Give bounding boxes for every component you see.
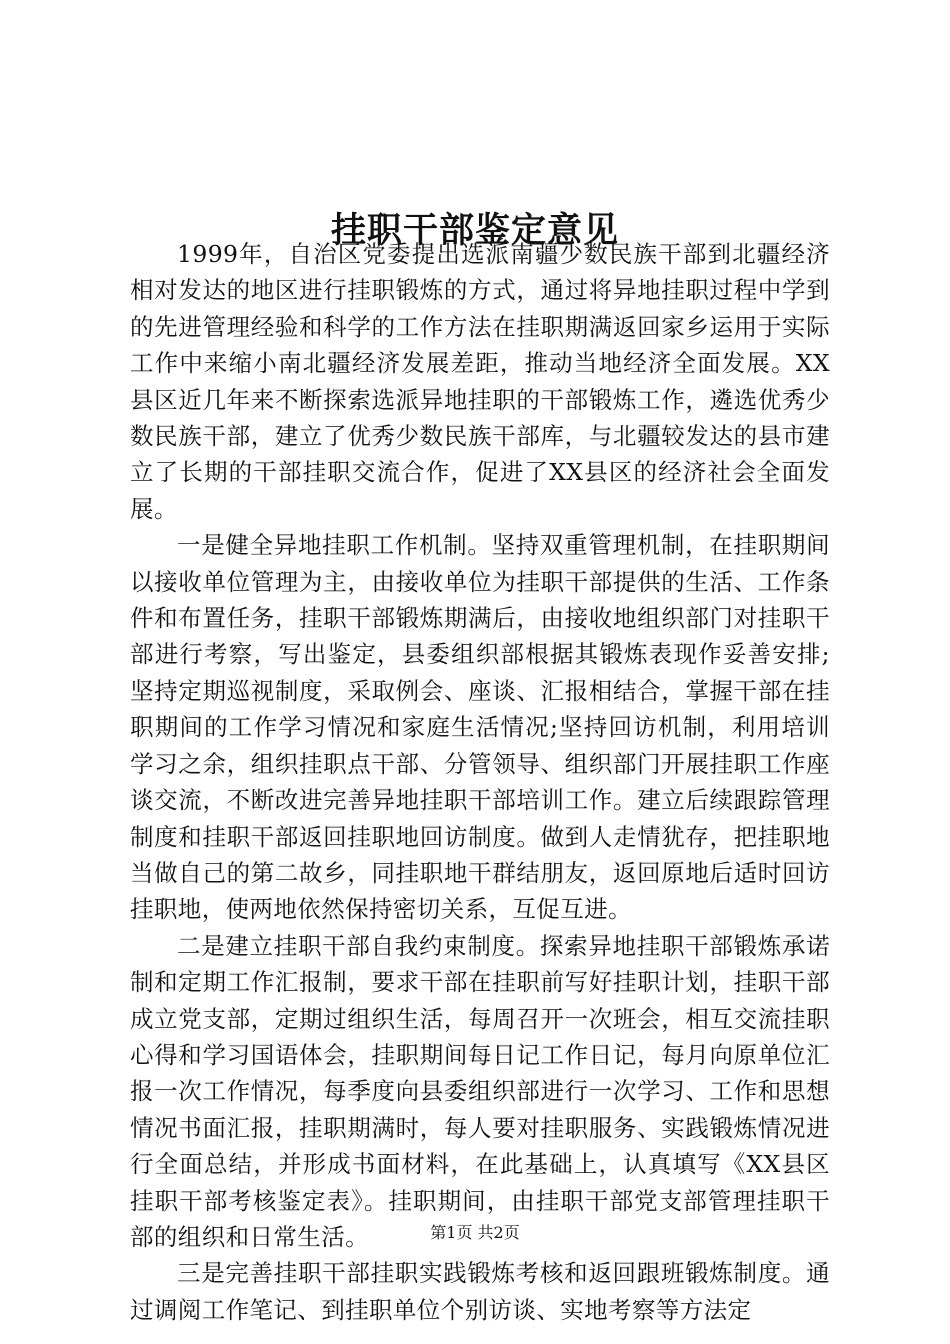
paragraph-mechanism: 一是健全异地挂职工作机制。坚持双重管理机制，在挂职期间以接收单位管理为主，由接收单位为挂职干部提供的生活、工作条件和布置任务，挂职干部锻炼期满后，由接收地组织部门对挂职干部进行考察，写出鉴定，县委组织部根据其锻炼表现作妥善安排;坚持定期巡视制度，采取例会、座谈、汇报相结合，掌握干部在挂职期间的工作学习情况和家庭生活情况;坚持回访机制，利用培训学习之余，组织挂职点干部、分管领导、组织部门开展挂职工作座谈交流，不断改进完善异地挂职干部培训工作。建立后续跟踪管理制度和挂职干部返回挂职地回访制度。做到人走情犹存，把挂职地当做自己的第二故乡，同挂职地干群结朋友，返回原地后适时回访挂职地，使两地依然保持密切关系，互促互进。: [130, 531, 830, 924]
document-title: 挂职干部鉴定意见: [330, 210, 619, 252]
paragraph-intro: 1999年，自治区党委提出选派南疆少数民族干部到北疆经济相对发达的地区进行挂职锻炼的方式，通过将异地挂职过程中学到的先进管理经验和科学的工作方法在挂职期满返回家乡运用于实际工作中来缩小南北疆经济发展差距，推动当地经济全面发展。XX县区近几年来不断探索选派异地挂职的干部锻炼工作，遴选优秀少数民族干部，建立了优秀少数民族干部库，与北疆较发达的县市建立了长期的干部挂职交流合作，促进了XX县区的经济社会全面发展。: [130, 240, 830, 523]
document-body: [130, 236, 830, 1328]
paragraph-self-discipline: 二是建立挂职干部自我约束制度。探索异地挂职干部锻炼承诺制和定期工作汇报制，要求干部在挂职前写好挂职计划，挂职干部成立党支部，定期过组织生活，每周召开一次班会，相互交流挂职心得和学习国语体会，挂职期间每日记工作日记，每月向原单位汇报一次工作情况，每季度向县委组织部进行一次学习、工作和思想情况书面汇报，挂职期满时，每人要对挂职服务、实践锻炼情况进行全面总结，并形成书面材料，在此基础上，认真填写《XX县区挂职干部考核鉴定表》。挂职期间，由挂职干部党支部管理挂职干部的组织和日常生活。: [130, 931, 830, 1251]
paragraph-assessment: 三是完善挂职干部挂职实践锻炼考核和返回跟班锻炼制度。通过调阅工作笔记、到挂职单位个别访谈、实地考察等方法定: [130, 1259, 830, 1324]
page-number-footer: 第1页 共2页: [430, 1223, 520, 1242]
